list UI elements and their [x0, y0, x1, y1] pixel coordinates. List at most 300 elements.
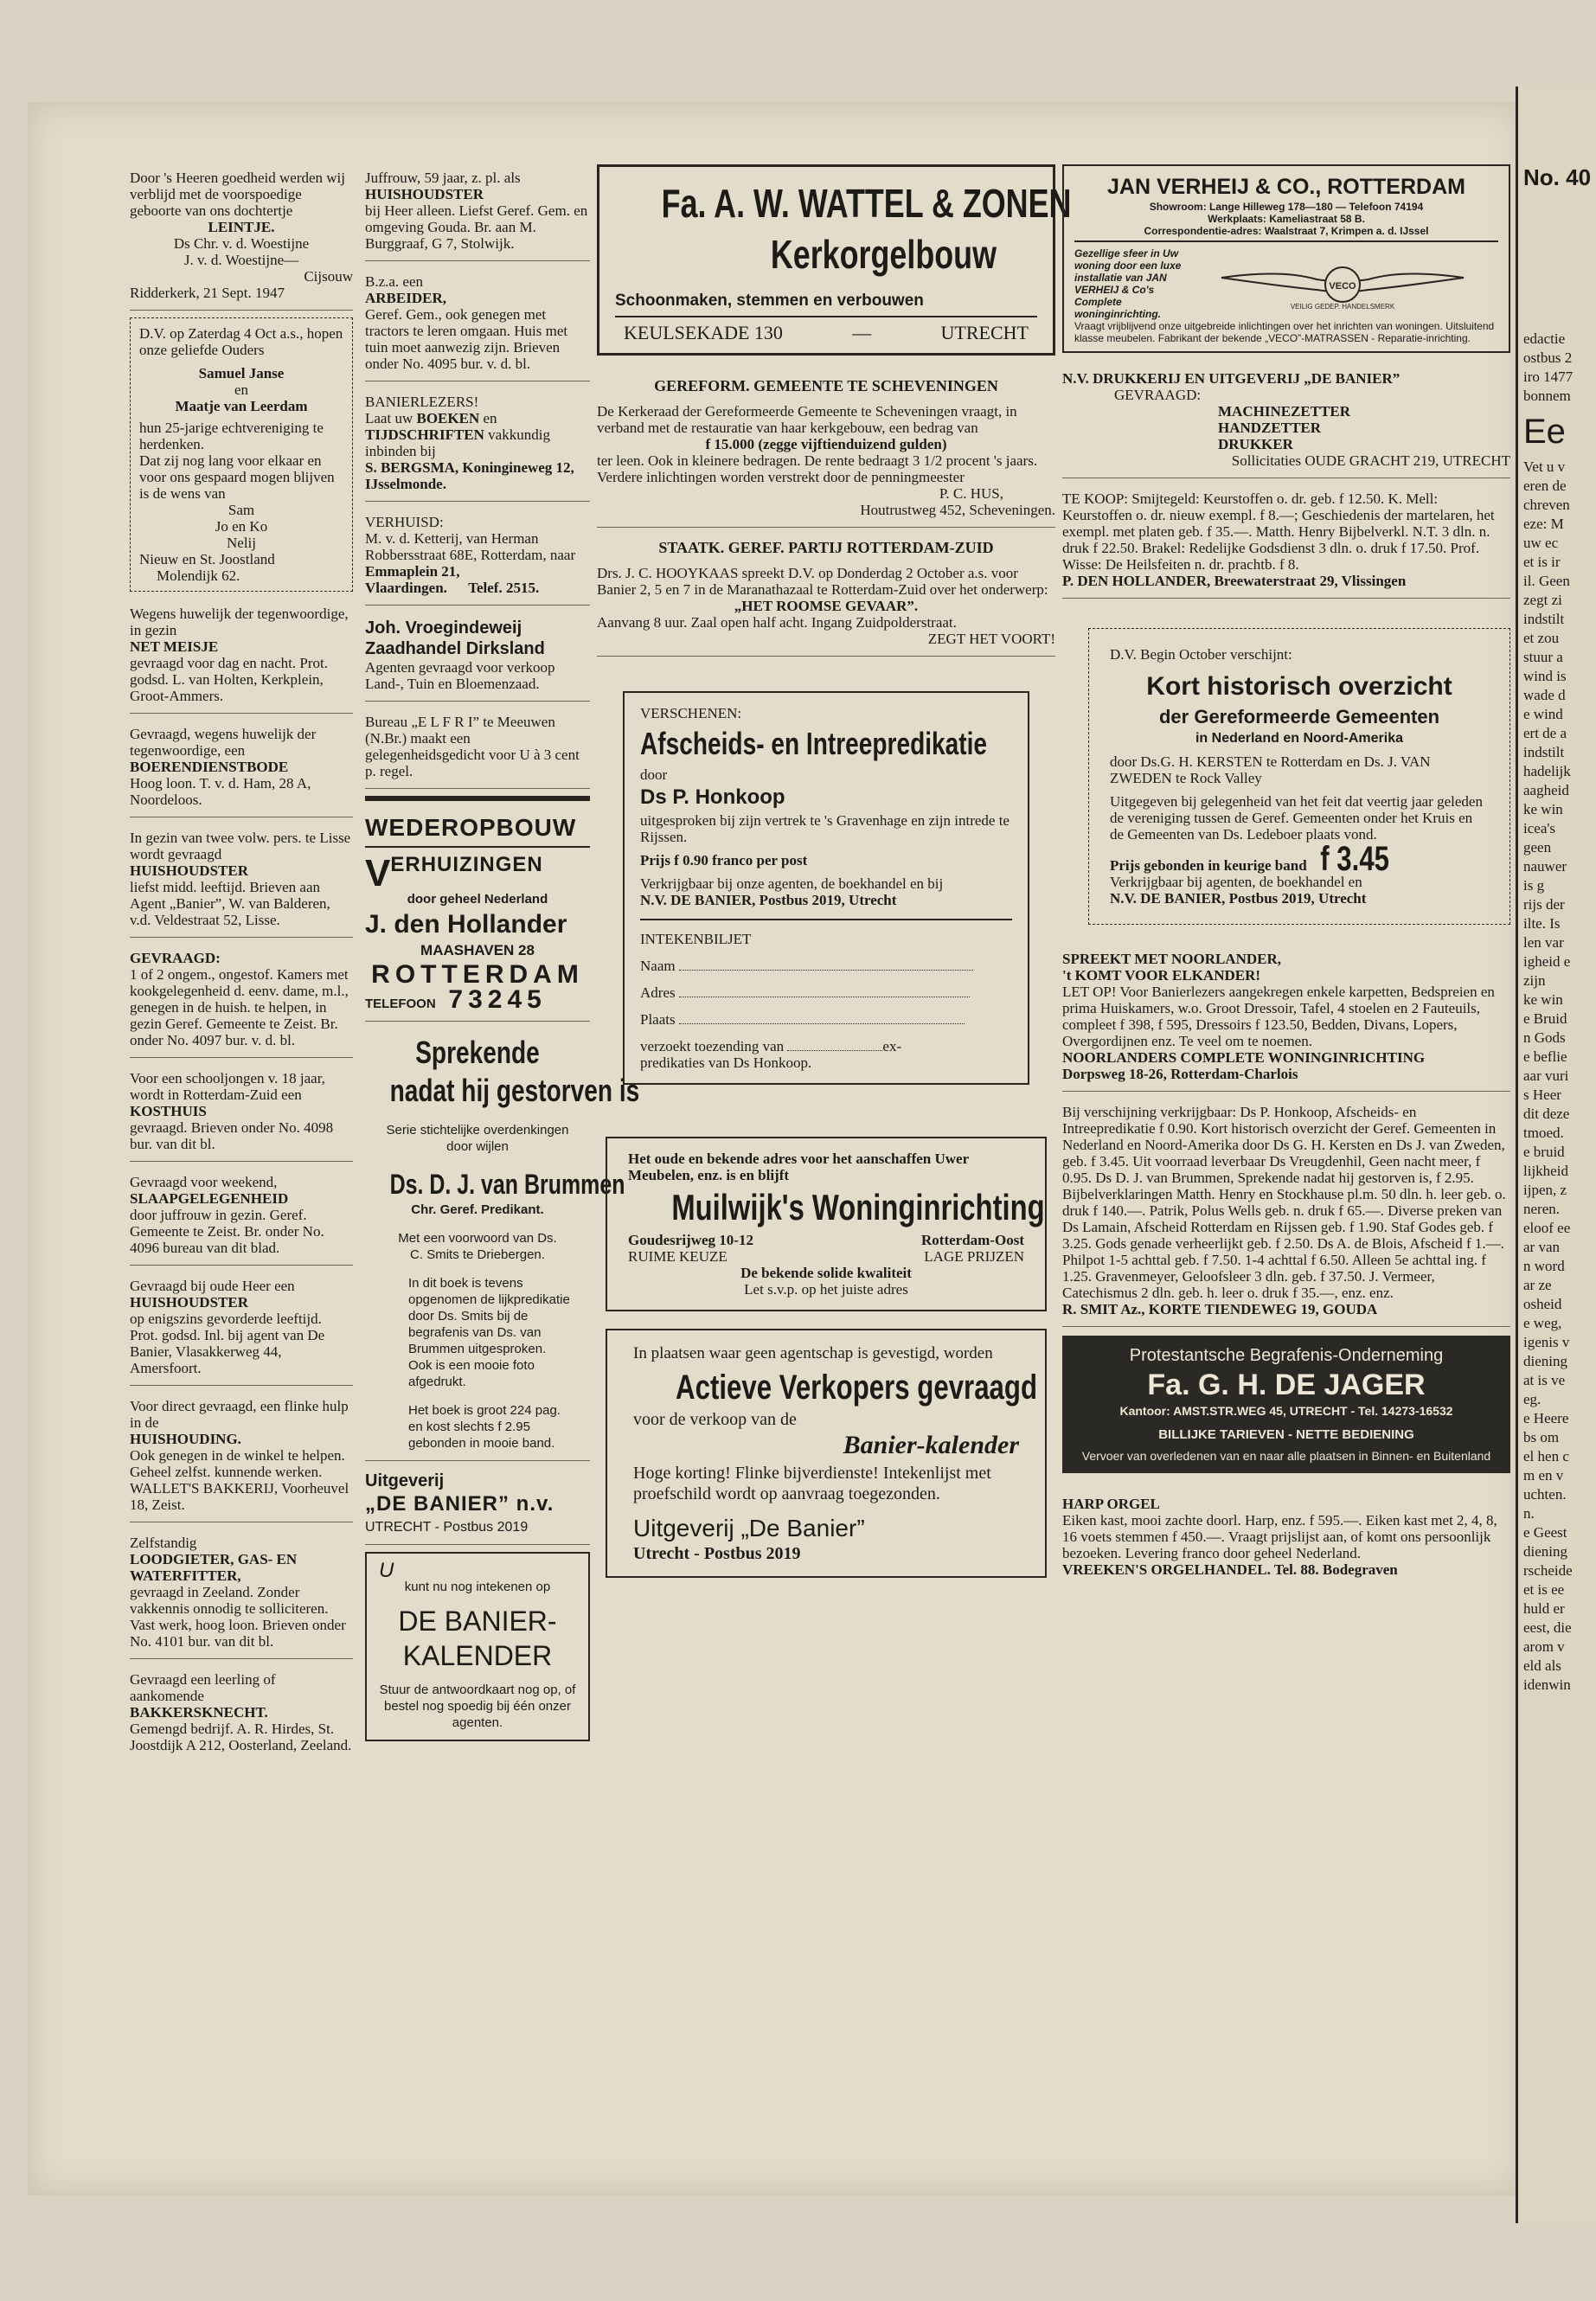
divider — [1074, 240, 1498, 242]
furnishing-store-ad — [1062, 945, 1510, 1092]
ad-heading: HUISHOUDING. — [130, 1431, 241, 1447]
ad-text: 1 of 2 ongem., ongestof. Kamers met kookgelegenheid d. eenv. dame, m.l., genegen in de huish. te helpen, in gezin Geref. Gemeente te Zeist. Br. onder No. 4097 bur. v. d. bl. — [130, 966, 349, 1048]
adjacent-page-line: rijs der — [1523, 896, 1565, 913]
ad-text: Bij verschijning verkrijgbaar: Ds P. Honkoop, Afscheids- en Intreepredikatie f 0.90. Kort historisch overzicht der Geref. Gemeenten in Nederland en Noord-Amerika door Ds G. H. Kersten en Ds J. van Zweden, geb. f 3.45. Uit voorraad leverbaar Ds Vreugdenhil, Geen nacht meer, f 0.95. Ds D. J. van Brummen, Sprekende nadat hij gestorven is, f 2.95. Bijbelverklaringen Matth. Henry en Stockhause pl.m. 50 dln. h. leer geb. o. druk f 140.—. Patrik, Polus Wells geb. n. druk f 65.—. Diverse preken van Ds Lamain, Afscheid Rotterdam en Rijssen geb. f 1.90. Staf Godes geb. f 3.25. Gods genade verheerlijkt geb. f 2.50. Ds A. de Blois, Afscheid f 1.—. Philpot 1-5 achttal geb. f 7.50. 1-4 achttal f 6.50. Alleen 5e achttal ing. f 1.25. Gravenmeyer, Geloofsleer 3 dln. geb. f 37.50. J. Vermeer, Catechismus 2 dln. geb. h. leer o. druk f 35.—, enz. enz. — [1062, 1104, 1506, 1301]
sales-agents-ad — [606, 1329, 1047, 1578]
adjacent-page-line: m en v — [1523, 1467, 1564, 1484]
ad-text: door Ds.G. H. KERSTEN te Rotterdam en Ds. J. VAN ZWEDEN te Rock Valley — [1110, 753, 1431, 786]
divider — [365, 846, 590, 848]
adjacent-page-line: e bruid — [1523, 1144, 1565, 1160]
column-2 — [365, 164, 640, 1741]
ad-text: gevraagd. Brieven onder No. 4098 bur. van dit bl. — [130, 1119, 334, 1152]
ad-text: Het boek is groot 224 pag. en kost slechts f 2.95 gebonden in mooie band. — [408, 1403, 561, 1451]
ad-text: Gevraagd een leerling of aankomende — [130, 1671, 276, 1704]
poem-service-ad — [365, 708, 590, 789]
ad-text: ZEGT HET VOORT! — [927, 631, 1055, 647]
adjacent-page-line: n Gods — [1523, 1029, 1566, 1046]
adjacent-page-line: eren de — [1523, 478, 1567, 494]
ad-heading: „HET ROOMSE GEVAAR”. — [734, 598, 919, 614]
publisher-name: N.V. DE BANIER, Postbus 2019, Utrecht — [1110, 890, 1367, 907]
ad-text: In gezin van twee volw. pers. te Lisse wordt gevraagd — [130, 830, 351, 862]
ad-heading: Zaadhandel Dirksland — [365, 639, 545, 658]
ad-text: en — [234, 381, 249, 398]
ad-text: D.V. Begin October verschijnt: — [1110, 646, 1292, 663]
company-name: Muilwijk's Woninginrichting — [671, 1187, 1045, 1227]
phone-number: 73245 — [448, 985, 547, 1014]
ad-text: kunt nu nog intekenen op — [404, 1580, 551, 1594]
ad-text: ter leen. Ook in kleinere bedragen. De rente bedraagt 3 1/2 procent 's jaars. Verdere inlichtingen worden verstrekt door de penningmeester — [597, 452, 1038, 485]
ad-text: Gezellige sfeer in Uw woning door een luxe installatie van JAN VERHEIJ & Co's Complete woninginrichting. — [1074, 247, 1182, 320]
ad-text: BILLIJKE TARIEVEN - NETTE BEDIENING — [1158, 1427, 1414, 1442]
ad-text: Voor een schooljongen v. 18 jaar, wordt in Rotterdam-Zuid een — [130, 1070, 325, 1103]
adjacent-page-line: at is ve — [1523, 1372, 1566, 1388]
ad-text: Cijsouw — [304, 268, 353, 285]
classified-ad — [130, 1666, 353, 1762]
ad-text: Ridderkerk, 21 Sept. 1947 — [130, 285, 285, 301]
classified-ad — [130, 1393, 353, 1522]
loan-amount: f 15.000 (zegge vijftienduizend gulden) — [705, 436, 947, 452]
adjacent-page-line: hadelijk — [1523, 763, 1571, 779]
logo-text: VECO — [1329, 281, 1356, 292]
adjacent-page-line: lijkheid — [1523, 1163, 1568, 1179]
ad-text: Jo en Ko — [215, 518, 268, 535]
book-title: Sprekende — [415, 1035, 540, 1070]
classified-ad — [130, 1529, 353, 1659]
classified-ad — [130, 945, 353, 1058]
address: Dorpsweg 18-26, Rotterdam-Charlois — [1062, 1066, 1298, 1082]
ad-heading: KOSTHUIS — [130, 1103, 207, 1119]
quantity-field[interactable] — [787, 1050, 882, 1051]
publisher-name: N.V. DE BANIER, Postbus 2019, Utrecht — [640, 892, 897, 908]
ad-text: Met een voorwoord van Ds. C. Smits te Driebergen. — [398, 1231, 557, 1262]
party-meeting-notice — [597, 535, 1055, 657]
adjacent-page-line: ostbus 2 — [1523, 349, 1573, 366]
anniversary-announcement — [130, 317, 353, 592]
address: KEULSEKADE 130 — [624, 322, 783, 343]
adjacent-page-line: n. — [1523, 1505, 1535, 1522]
ad-text: Chr. Geref. Predikant. — [411, 1202, 544, 1217]
adjacent-page-line: bonnem — [1523, 388, 1571, 404]
ad-text: Drs. J. C. HOOYKAAS spreekt D.V. op Donderdag 2 October a.s. voor Banier 2, 5 en 7 in de Maranathazaal te Rotterdam-Zuid over het onderwerp: — [597, 565, 1048, 598]
ad-heading: Telef. 2515. — [468, 580, 540, 596]
ad-text: Hoog loon. T. v. d. Ham, 28 A, Noordeloos. — [130, 775, 311, 808]
adjacent-page-line: diening — [1523, 1543, 1567, 1560]
ad-text: Laat uw — [365, 410, 413, 426]
book-title: Afscheids- en Intreepredikatie — [640, 726, 988, 761]
adjacent-page-line: e weg, — [1523, 1315, 1562, 1331]
adjacent-page-line: s Heer — [1523, 1086, 1561, 1103]
loan-notice — [597, 373, 1055, 528]
ad-text: Eiken kast, mooi zachte doorl. Harp, enz. f 595.—. Eiken kast met 2, 4, 8, 16 voets stemmen f 450.—. Vraagt prijslijst aan, of komt ons persoonlijk bezoeken. Levering franco door geheel Nederland. — [1062, 1512, 1497, 1561]
ad-text: Geref. Gem., ook genegen met tractors te leren omgaan. Huis met tuin moet aanwezig zijn. Brieven onder No. 4095 bur. v. d. bl. — [365, 306, 568, 372]
column-3 — [597, 164, 1072, 1578]
adjacent-page-line: bs om — [1523, 1429, 1560, 1445]
ad-text: BANIERLEZERS! — [365, 394, 479, 410]
publisher-name: „DE BANIER” n.v. — [365, 1492, 554, 1516]
ad-text: Werkplaats: Kameliastraat 58 B. — [1208, 213, 1365, 225]
adjacent-page-text — [1518, 330, 1596, 1695]
ad-text: Het oude en bekende adres voor het aanschaffen Uwer Meubelen, enz. is en blijft — [628, 1150, 969, 1183]
ad-text: VERSCHENEN: — [640, 705, 742, 721]
ad-text: Agenten gevraagd voor verkoop Land-, Tuin en Bloemenzaad. — [365, 659, 555, 692]
place-field[interactable] — [679, 1023, 965, 1024]
ad-heading: HUISHOUDSTER — [365, 186, 484, 202]
job-title: DRUKKER — [1218, 436, 1293, 452]
moved-notice — [365, 509, 590, 606]
form-label: Adres — [640, 984, 676, 1001]
ad-text: Zelfstandig — [130, 1535, 197, 1551]
classified-ad — [130, 721, 353, 817]
book-ad-sprekende — [365, 1029, 640, 1461]
ad-heading: Actieve Verkopers gevraagd — [676, 1368, 1038, 1407]
ad-heading: SLAAPGELEGENHEID — [130, 1190, 289, 1207]
ad-text: RUIME KEUZE — [628, 1248, 727, 1265]
classified-ad — [365, 268, 590, 381]
ad-text: B.z.a. een — [365, 273, 424, 290]
ad-text: D.V. op Zaterdag 4 Oct a.s., hopen onze geliefde Ouders — [139, 325, 343, 358]
adjacent-page-line: eest, die — [1523, 1619, 1572, 1636]
company-name: VREEKEN'S ORGELHANDEL. Tel. 88. Bodegraven — [1062, 1561, 1398, 1578]
ad-text: op enigszins gevorderde leeftijd. Prot. godsd. Inl. bij agent van De Banier, Vlasakkerweg 44, Amersfoort. — [130, 1311, 325, 1376]
adjacent-page-line: rscheide — [1523, 1562, 1573, 1579]
ad-text: Schoonmaken, stemmen en verbouwen — [615, 292, 924, 310]
company-name: J. den Hollander — [365, 910, 567, 939]
ad-text: Verkrijgbaar bij onze agenten, de boekhandel en bij — [640, 875, 944, 892]
adjacent-page-line: aar vuri — [1523, 1067, 1569, 1084]
divider — [365, 796, 590, 801]
printer-jobs-ad — [1062, 365, 1510, 478]
ad-heading: HARP ORGEL — [1062, 1496, 1160, 1512]
company-name: Fa. A. W. WATTEL & ZONEN — [661, 181, 1072, 226]
ad-heading: HUISHOUDSTER — [130, 1294, 248, 1311]
ad-text: Houtrustweg 452, Scheveningen. — [860, 502, 1055, 518]
adjacent-page-line: icea's — [1523, 820, 1556, 836]
ad-text: Voor direct gevraagd, een flinke hulp in de — [130, 1398, 349, 1431]
publisher-ad — [365, 1468, 590, 1545]
adjacent-page-line: et zou — [1523, 630, 1560, 646]
adjacent-page-line: geen — [1523, 839, 1552, 856]
person-name: Samuel Janse — [198, 365, 285, 381]
ad-text: VERHUISD: — [365, 514, 444, 530]
ad-text: Protestantsche Begrafenis-Onderneming — [1129, 1346, 1444, 1365]
funeral-home-ad — [1062, 1336, 1510, 1473]
adjacent-page-line: diening — [1523, 1353, 1567, 1369]
adjacent-page-line: len var — [1523, 934, 1564, 951]
ad-heading: ARBEIDER, — [365, 290, 446, 306]
ad-text: hun 25-jarige echtvereniging te herdenken. — [139, 420, 324, 452]
bookseller-list-ad — [1062, 1099, 1510, 1327]
ad-text: Gemengd bedrijf. A. R. Hirdes, St. Joostdijk A 212, Oosterland, Zeeland. — [130, 1721, 352, 1753]
ad-text: Showroom: Lange Hilleweg 178—180 — Telefoon 74194 — [1149, 201, 1424, 213]
adjacent-page-line: e wind — [1523, 706, 1563, 722]
organ-builder-ad — [597, 164, 1072, 356]
ad-text: Correspondentie-adres: Waalstraat 7, Krimpen a. d. IJssel — [1144, 225, 1429, 237]
ad-text: De Kerkeraad der Gereformeerde Gemeente te Scheveningen vraagt, in verband met de restauratie van haar kerkgebouw, een bedrag van — [597, 403, 1017, 436]
sermon-book-ad — [623, 691, 1029, 1085]
adjacent-page-line: e beflie — [1523, 1048, 1567, 1065]
ad-text: MAASHAVEN 28 — [420, 942, 535, 958]
adjacent-page-line: et is ir — [1523, 554, 1561, 570]
classified-ad — [130, 1169, 353, 1266]
logo-slogan: VEILIG GEDEP. HANDELSMERK — [1290, 303, 1395, 311]
ad-heading: GEREFORM. GEMEENTE TE SCHEVENINGEN — [654, 377, 998, 394]
author-name: Ds P. Honkoop — [640, 785, 785, 809]
ad-text: door — [640, 766, 668, 783]
ad-heading: HUISHOUDSTER — [130, 862, 248, 879]
ad-text: door geheel Nederland — [407, 892, 548, 907]
ad-text: Bureau „E L F R I” te Meeuwen (N.Br.) maakt een gelegenheidsgedicht voor U à 3 cent p. regel. — [365, 714, 580, 779]
ad-text: Aanvang 8 uur. Zaal open half acht. Ingang Zuidpolderstraat. — [597, 614, 957, 631]
ad-text: Hoge korting! Flinke bijverdienste! Intekenlijst met proefschild wordt op aanvraag toegezonden. — [633, 1464, 991, 1503]
ad-text: LET OP! Voor Banierlezers aangekregen enkele karpetten, Bedspreien en prima Huiskamers, w.o. Groot Dressoir, Tafel, 4 stoelen en 2 Fauteuils, compleet f 398, f 595, Dressoirs f 123.50, Bedden, Divans, Lopers, Overgordijnen enz. Te veel om te noemen. — [1062, 984, 1495, 1049]
adjacent-page-line: e Heere — [1523, 1410, 1569, 1426]
ad-text: voor de verkoop van de — [633, 1410, 797, 1429]
ad-heading: Vlaardingen. — [365, 580, 447, 596]
ad-heading: Joh. Vroegindeweij — [365, 619, 522, 638]
adjacent-page-line: Ee — [1523, 413, 1566, 451]
book-subtitle: in Nederland en Noord-Amerika — [1195, 731, 1404, 746]
ad-text: gevraagd voor dag en nacht. Prot. godsd. L. van Holten, Kerkplein, Groot-Ammers. — [130, 655, 328, 704]
ad-heading: WEDEROPBOUW — [365, 814, 577, 841]
classified-ad — [365, 164, 590, 261]
form-label: verzoekt toezending van — [640, 1038, 785, 1054]
city: UTRECHT — [940, 322, 1029, 343]
classified-ad — [130, 1272, 353, 1386]
adjacent-page-line: eg. — [1523, 1391, 1542, 1407]
seed-dealer-ad — [365, 612, 590, 702]
ad-heading: STAATK. GEREF. PARTIJ ROTTERDAM-ZUID — [658, 539, 994, 556]
form-title: INTEKENBILJET — [640, 931, 752, 947]
adjacent-page-line: wade d — [1523, 687, 1566, 703]
adjacent-page-line: ke win — [1523, 801, 1563, 817]
company-name: NOORLANDERS COMPLETE WONINGINRICHTING — [1062, 1049, 1426, 1066]
adjacent-page-line: eld als — [1523, 1657, 1561, 1674]
adjacent-page-line: e Bruid — [1523, 1010, 1567, 1027]
books-for-sale-ad — [1062, 485, 1510, 599]
adjacent-page-line: zegt zi — [1523, 592, 1562, 608]
adjacent-page-line: il. Geen — [1523, 573, 1570, 589]
author-name: Ds. D. J. van Brummen — [389, 1169, 625, 1200]
address: Goudesrijweg 10-12 — [628, 1232, 753, 1248]
ad-text: GEVRAAGD: — [1114, 387, 1202, 403]
ad-text: J. v. d. Woestijne— — [183, 252, 299, 268]
company-name: Fa. G. H. DE JAGER — [1147, 1368, 1426, 1401]
adjacent-page-line: e Geest — [1523, 1524, 1567, 1541]
ad-heading: Kerkorgelbouw — [771, 232, 997, 277]
adjacent-page-line: osheid — [1523, 1296, 1562, 1312]
ad-text: Door 's Heeren goedheid werden wij verblijd met de voorspoedige geboorte van ons dochtertje — [130, 170, 346, 219]
ad-text: Prijs gebonden in keurige band — [1110, 857, 1307, 874]
publisher-name: Uitgeverij „De Banier” — [633, 1515, 865, 1541]
ad-text: Gevraagd bij oude Heer een — [130, 1278, 295, 1294]
ad-text: M. v. d. Ketterij, van Herman Robbersstraat 68E, Rotterdam, naar — [365, 530, 576, 563]
ad-text: bij Heer alleen. Liefst Geref. Gem. en omgeving Gouda. Br. aan M. Burggraaf, G 7, Stolwijk. — [365, 202, 588, 252]
adjacent-page-line: eze: M — [1523, 516, 1564, 532]
form-label: Plaats — [640, 1011, 676, 1028]
ad-text: TE KOOP: Smijtegeld: Keurstoffen o. dr. geb. f 12.50. K. Mell: Keurstoffen o. dr. nieuw exempl. f 8.—; Geschiedenis der martelaren, het exempl. met platen geb. f 35.—. Matth. Henry Bijbelverkl. N.T. 3 dln. n. druk f 22.50. Brakel: Redelijke Godsdienst 3 dln. o. druk f 17.50. Prof. Wisse: De Heilsfeiten n. dr. prachtb. f 8. — [1062, 490, 1495, 573]
adjacent-page-line: et is ee — [1523, 1581, 1565, 1598]
adjacent-page-line: ert de a — [1523, 725, 1567, 741]
ad-text: door juffrouw in gezin. Geref. Gemeente te Zeist. Br. onder No. 4096 bureau van dit blad. — [130, 1207, 324, 1256]
adjacent-page-line: iro 1477 — [1523, 369, 1574, 385]
history-book-ad — [1088, 628, 1510, 925]
ad-text: Gevraagd, wegens huwelijk der tegenwoordige, een — [130, 726, 317, 759]
ad-text: Ook genegen in de winkel te helpen. Geheel zelfst. kunnende werken. WALLET'S BAKKERIJ, Voorheuvel 18, Zeist. — [130, 1447, 349, 1513]
ad-text: Molendijk 62. — [157, 567, 240, 584]
adjacent-page-line: ke win — [1523, 991, 1563, 1008]
ad-text: vakkundig inbinden bij — [365, 426, 550, 459]
price: Prijs f 0.90 franco per post — [640, 852, 808, 868]
adjacent-page-line: edactie — [1523, 330, 1566, 347]
ad-text: Uitgegeven bij gelegenheid van het feit dat veertig jaar geleden de vereniging tussen de Geref. Gemeenten onder het Kruis en de Gemeenten van Ds. Ledeboer plaats vond. — [1110, 793, 1483, 843]
adjacent-page-line: aagheid — [1523, 782, 1569, 798]
ad-text: Nelij — [227, 535, 256, 551]
person-name: Maatje van Leerdam — [175, 398, 308, 414]
ad-text: P. C. HUS, — [939, 485, 1003, 502]
column-4 — [1062, 164, 1510, 1593]
adjacent-page-line: n word — [1523, 1258, 1565, 1274]
ad-heading: BOERENDIENSTBODE — [130, 759, 289, 775]
ad-text: liefst midd. leeftijd. Brieven aan Agent „Banier”, W. van Balderen, v.d. Veldestraat 52, Lisse. — [130, 879, 330, 928]
adjacent-page-line: uw ec — [1523, 535, 1559, 551]
adjacent-page-line: el hen c — [1523, 1448, 1569, 1465]
book-title: Kort historisch overzicht — [1146, 672, 1452, 701]
ad-heading: SPREEKT MET NOORLANDER, — [1062, 951, 1281, 967]
company-name: JAN VERHEIJ & CO., ROTTERDAM — [1107, 175, 1465, 199]
adjacent-page-line: arom v — [1523, 1638, 1565, 1655]
ad-text: Sam — [228, 502, 255, 518]
adjacent-page-line: indstilt — [1523, 611, 1565, 627]
product-name: Banier-kalender — [843, 1431, 1019, 1459]
ad-text: Juffrouw, 59 jaar, z. pl. als — [365, 170, 521, 186]
organ-sale-ad — [1062, 1490, 1510, 1586]
form-label: predikaties van Ds Honkoop. — [640, 1054, 812, 1071]
ad-text: Utrecht - Postbus 2019 — [633, 1544, 801, 1563]
ad-text: Vraagt vrijblijvend onze uitgebreide inlichtingen over het inrichten van woningen. Uitsluitend klasse meubelen. Fabrikant der bekende „VECO”-MATRASSEN - Reparatie-inrichting. — [1074, 320, 1495, 344]
ad-heading: 't KOMT VOOR ELKANDER! — [1062, 967, 1261, 984]
adjacent-page-line: dit deze — [1523, 1106, 1570, 1122]
adjacent-page-line: zijn — [1523, 972, 1546, 989]
adjacent-page-line: ar van — [1523, 1239, 1561, 1255]
ad-text: Let s.v.p. op het juiste adres — [744, 1281, 908, 1298]
job-title: MACHINEZETTER — [1218, 403, 1351, 420]
adjacent-page-line: ilte. Is — [1523, 915, 1561, 932]
calendar-ad — [365, 1552, 590, 1741]
ad-text: Ds Chr. v. d. Woestijne — [173, 235, 310, 252]
ad-heading: Emmaplein 21, — [365, 563, 460, 580]
adjacent-page-line: uchten. — [1523, 1486, 1567, 1503]
winged-logo-icon — [1213, 252, 1472, 312]
address: Kantoor: AMST.STR.WEG 45, UTRECHT - Tel. 14273-16532 — [1119, 1404, 1453, 1418]
classified-ad — [130, 600, 353, 714]
ad-text: Verkrijgbaar bij agenten, de boekhandel en — [1110, 874, 1362, 890]
job-title: HANDZETTER — [1218, 420, 1322, 436]
ad-text: Vervoer van overledenen van en naar alle plaatsen in Binnen- en Buitenland — [1081, 1449, 1491, 1463]
book-title: nadat hij gestorven is — [389, 1073, 640, 1108]
ad-text: gevraagd in Zeeland. Zonder vakkennis onnodig te solliciteren. Vast werk, hoog loon. Brieven onder No. 4101 bur. van dit bl. — [130, 1584, 346, 1650]
form-label: ex- — [882, 1038, 902, 1054]
adjacent-page-line: neren. — [1523, 1201, 1561, 1217]
divider — [615, 316, 1037, 317]
ad-text: In dit boek is tevens opgenomen de lijkpredikatie door Ds. Smits bij de begrafenis van Ds. van Brummen uitgesproken. Ook is een mooie foto afgedrukt. — [408, 1276, 570, 1389]
ad-heading: S. BERGSMA, Koningineweg 12, IJsselmonde. — [365, 459, 574, 492]
adjacent-page-line: nauwer — [1523, 858, 1567, 875]
birth-announcement — [130, 164, 353, 311]
ad-text: TELEFOON — [365, 997, 436, 1011]
ad-text: Serie stichtelijke overdenkingen door wijlen — [386, 1123, 569, 1154]
price: f 3.45 — [1320, 840, 1389, 878]
ad-text: en — [483, 410, 497, 426]
adjacent-page-line: ijpen, z — [1523, 1182, 1567, 1198]
divider — [640, 919, 1012, 920]
calendar-title: DE BANIER-KALENDER — [398, 1606, 557, 1671]
moving-company-ad — [365, 804, 590, 1022]
bookbinding-ad — [365, 388, 590, 502]
adjacent-page-line: wind is — [1523, 668, 1567, 684]
ad-text: Stuur de antwoordkaart nog op, of bestel nog spoedig bij één onzer agenten. — [379, 1682, 576, 1730]
classified-ad — [130, 824, 353, 938]
ad-heading: TIJDSCHRIFTEN — [365, 426, 484, 443]
column-1 — [130, 164, 353, 1769]
adjacent-page-line: chreven — [1523, 497, 1570, 513]
adjacent-page-line: Vet u v — [1523, 458, 1566, 475]
adjacent-page-line: tmoed. — [1523, 1125, 1564, 1141]
issue-number: No. 40 — [1523, 164, 1592, 190]
furniture-manufacturer-ad — [1062, 164, 1510, 353]
ad-heading: LOODGIETER, GAS- EN WATERFITTER, — [130, 1551, 298, 1584]
adjacent-page-line: indstilt — [1523, 744, 1565, 760]
city: Rotterdam-Oost — [921, 1232, 1024, 1248]
ad-heading: P. DEN HOLLANDER, Breewaterstraat 29, Vlissingen — [1062, 573, 1407, 589]
ad-heading: ERHUIZINGEN — [390, 853, 543, 876]
adjacent-page-line: huld er — [1523, 1600, 1565, 1617]
adjacent-page-line: ar ze — [1523, 1277, 1552, 1293]
adjacent-page-line: igenis v — [1523, 1334, 1570, 1350]
adjacent-page-line: is g — [1523, 877, 1545, 894]
ad-text: UTRECHT - Postbus 2019 — [365, 1520, 529, 1535]
ad-heading: U — [379, 1559, 394, 1582]
ad-heading: V — [365, 852, 391, 894]
adjacent-page-line: eloof ee — [1523, 1220, 1571, 1236]
name-field[interactable] — [679, 970, 973, 971]
furniture-store-ad — [606, 1137, 1047, 1311]
adjacent-page-line: stuur a — [1523, 649, 1563, 665]
ad-heading: GEVRAAGD: — [130, 950, 221, 966]
book-subtitle: der Gereformeerde Gemeenten — [1158, 706, 1440, 727]
ad-heading: ROTTERDAM — [371, 960, 584, 989]
ad-text: Nieuw en St. Joostland — [139, 551, 275, 567]
publisher-label: Uitgeverij — [365, 1471, 445, 1490]
ad-text: — — [852, 322, 872, 343]
ad-text: LAGE PRIJZEN — [924, 1248, 1024, 1265]
adjacent-page-fragment — [1516, 87, 1596, 2223]
ad-text: In plaatsen waar geen agentschap is gevestigd, worden — [633, 1344, 993, 1362]
ad-text: Wegens huwelijk der tegenwoordige, in gezin — [130, 606, 349, 638]
ad-text: Gevraagd voor weekend, — [130, 1174, 278, 1190]
adjacent-page-line: idenwin — [1523, 1676, 1571, 1693]
child-name: LEINTJE. — [208, 219, 275, 235]
adjacent-page-line: igheid e — [1523, 953, 1571, 970]
ad-text: uitgesproken bij zijn vertrek te 's Gravenhage en zijn intrede te Rijssen. — [640, 812, 1010, 845]
veco-logo — [1187, 252, 1498, 316]
ad-heading: N.V. DRUKKERIJ EN UITGEVERIJ „DE BANIER” — [1062, 370, 1401, 387]
ad-heading: BAKKERSKNECHT. — [130, 1704, 268, 1721]
form-label: Naam — [640, 958, 676, 974]
ad-heading: NET MEISJE — [130, 638, 219, 655]
classified-ad — [130, 1065, 353, 1162]
ad-heading: R. SMIT Az., KORTE TIENDEWEG 19, GOUDA — [1062, 1301, 1378, 1317]
ad-text: De bekende solide kwaliteit — [740, 1265, 912, 1281]
